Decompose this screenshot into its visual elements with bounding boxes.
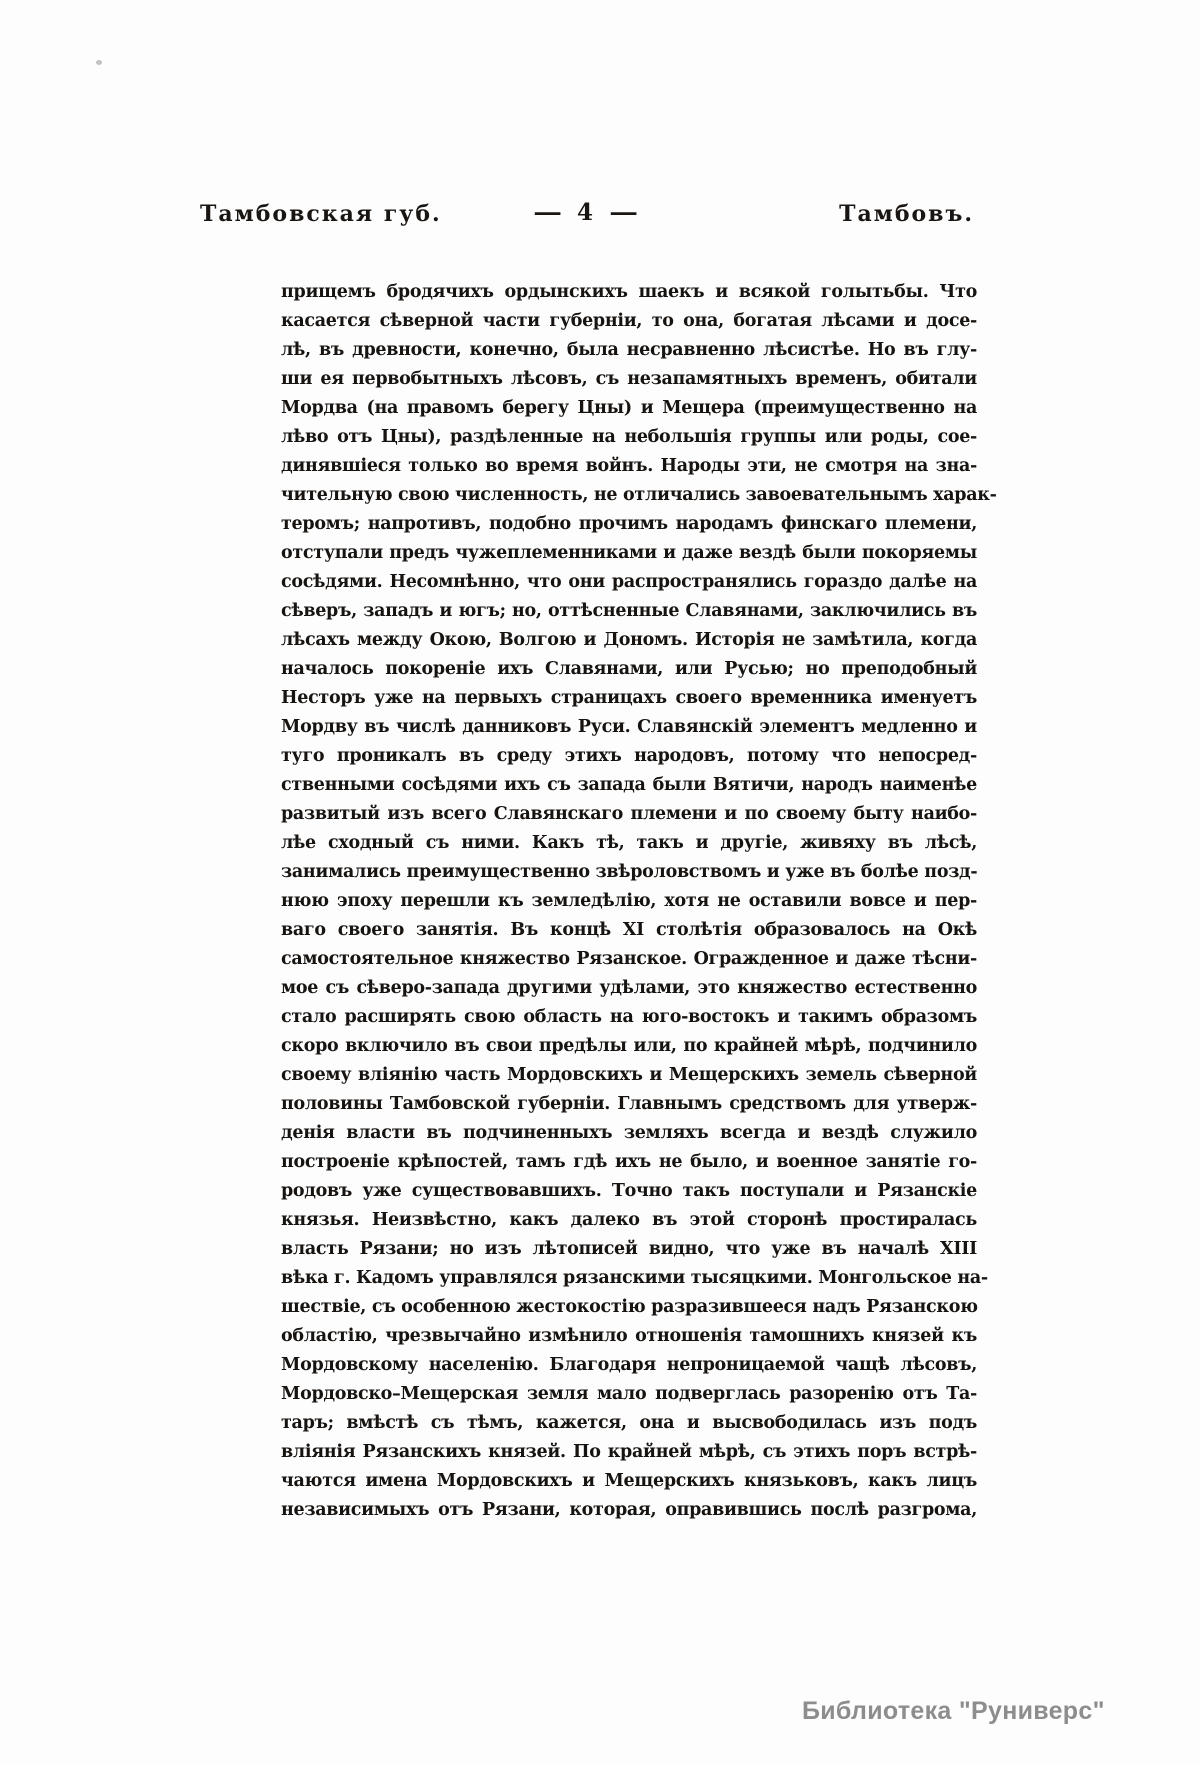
text-line: занимались преимущественно звѣроловствомъ и уже въ болѣе позд-: [281, 862, 978, 882]
text-line: ши ея первобытныхъ лѣсовъ, съ незапамятныхъ временъ, обитали: [281, 369, 977, 389]
page-number-group: [505, 199, 665, 226]
text-line: стало расширять свою область на юго-востокъ и такимъ образомъ: [281, 1007, 977, 1027]
text-line: сѣверъ, западъ и югъ; но, оттѣсненные Славянами, заключились въ: [281, 601, 977, 621]
text-line: лѣво отъ Цны), раздѣленные на небольшія группы или роды, сое-: [281, 427, 977, 447]
text-line: областію, чрезвычайно измѣнило отношенія тамошнихъ князей къ: [281, 1326, 977, 1346]
text-line: князья. Неизвѣстно, какъ далеко въ этой сторонѣ простиралась: [281, 1210, 977, 1230]
text-line: построеніе крѣпостей, тамъ гдѣ ихъ не было, и военное занятіе го-: [281, 1152, 977, 1172]
page-number: 4: [576, 199, 593, 226]
text-line: теромъ; напротивъ, подобно прочимъ народамъ финскаго племени,: [281, 514, 977, 534]
text-line: независимыхъ отъ Рязани, которая, оправившись послѣ разгрома,: [281, 1500, 977, 1520]
text-line: ственными сосѣдями ихъ съ запада были Вятичи, народъ наименѣе: [281, 775, 977, 795]
text-line: половины Тамбовской губерніи. Главнымъ средствомъ для утверж-: [281, 1094, 977, 1114]
text-line: Несторъ уже на первыхъ страницахъ своего временника именуетъ: [281, 688, 977, 708]
text-line: шествіе, съ особенною жестокостію разразившееся надъ Рязанскою: [281, 1297, 978, 1317]
text-line: туго проникалъ въ среду этихъ народовъ, потому что непосред-: [281, 746, 977, 766]
running-title-right: Тамбовъ.: [839, 201, 974, 227]
page-number-dash-right: —: [609, 199, 637, 226]
text-line: денія власти въ подчиненныхъ земляхъ всегда и вездѣ служило: [281, 1123, 977, 1143]
text-line: отступали предъ чужеплеменниками и даже вездѣ были покоряемы: [281, 543, 977, 563]
scan-artifact-dot: [96, 60, 102, 65]
text-line: чительную свою численность, не отличались завоевательнымъ харак-: [281, 485, 997, 505]
text-line: Мордовскому населенію. Благодаря непроницаемой чащѣ лѣсовъ,: [281, 1355, 977, 1375]
text-line: динявшіеся только во время войнъ. Народы эти, не смотря на зна-: [281, 456, 977, 476]
text-line: скоро включило въ свои предѣлы или, по крайней мѣрѣ, подчинило: [281, 1036, 977, 1056]
text-line: прищемъ бродячихъ ордынскихъ шаекъ и всякой голытьбы. Что: [281, 282, 977, 302]
text-line: лѣе сходный съ ними. Какъ тѣ, такъ и другіе, живяху въ лѣсѣ,: [281, 833, 977, 853]
text-line: родовъ уже существовавшихъ. Точно такъ поступали и Рязанскіе: [281, 1181, 977, 1201]
running-title-left: Тамбовская губ.: [200, 201, 442, 227]
text-line: Мордовско–Мещерская земля мало подверглась разоренію отъ Та-: [281, 1384, 977, 1404]
text-line: своему вліянію часть Мордовскихъ и Мещерскихъ земель сѣверной: [281, 1065, 977, 1085]
text-line: мое съ сѣверо-запада другими удѣлами, это княжество естественно: [281, 978, 977, 998]
text-line: вліянія Рязанскихъ князей. По крайней мѣрѣ, съ этихъ поръ встрѣ-: [281, 1442, 977, 1462]
text-line: власть Рязани; но изъ лѣтописей видно, что уже въ началѣ XIII: [281, 1239, 977, 1259]
text-line: самостоятельное княжество Рязанское. Огражденное и даже тѣсни-: [281, 949, 977, 969]
text-line: сосѣдями. Несомнѣнно, что они распространялись гораздо далѣе на: [281, 572, 977, 592]
text-line: лѣ, въ древности, конечно, была несравненно лѣсистѣе. Но въ глу-: [281, 340, 977, 360]
text-line: ваго своего занятія. Въ концѣ XI столѣтія образовалось на Окѣ: [281, 920, 977, 940]
watermark-label: Библиотека "Руниверс": [802, 1697, 1105, 1725]
text-line: вѣка г. Кадомъ управлялся рязанскими тысяцкими. Монгольское на-: [281, 1268, 988, 1288]
text-line: Мордву въ числѣ данниковъ Руси. Славянскій элементъ медленно и: [281, 717, 977, 737]
body-text: [281, 278, 997, 1525]
page-number-dash-left: —: [533, 199, 561, 226]
text-line: нюю эпоху перешли къ земледѣлію, хотя не оставили вовсе и пер-: [281, 891, 977, 911]
text-line: чаются имена Мордовскихъ и Мещерскихъ князьковъ, какъ лицъ: [281, 1471, 977, 1491]
text-line: лѣсахъ между Окою, Волгою и Дономъ. Исторія не замѣтила, когда: [281, 630, 977, 650]
text-line: развитый изъ всего Славянскаго племени и по своему быту наибо-: [281, 804, 977, 824]
text-line: Мордва (на правомъ берегу Цны) и Мещера (преимущественно на: [281, 398, 977, 418]
text-line: касается сѣверной части губерніи, то она, богатая лѣсами и досе-: [281, 311, 977, 331]
text-line: таръ; вмѣстѣ съ тѣмъ, кажется, она и высвободилась изъ подъ: [281, 1413, 977, 1433]
text-line: началось покореніе ихъ Славянами, или Русью; но преподобный: [281, 659, 977, 679]
